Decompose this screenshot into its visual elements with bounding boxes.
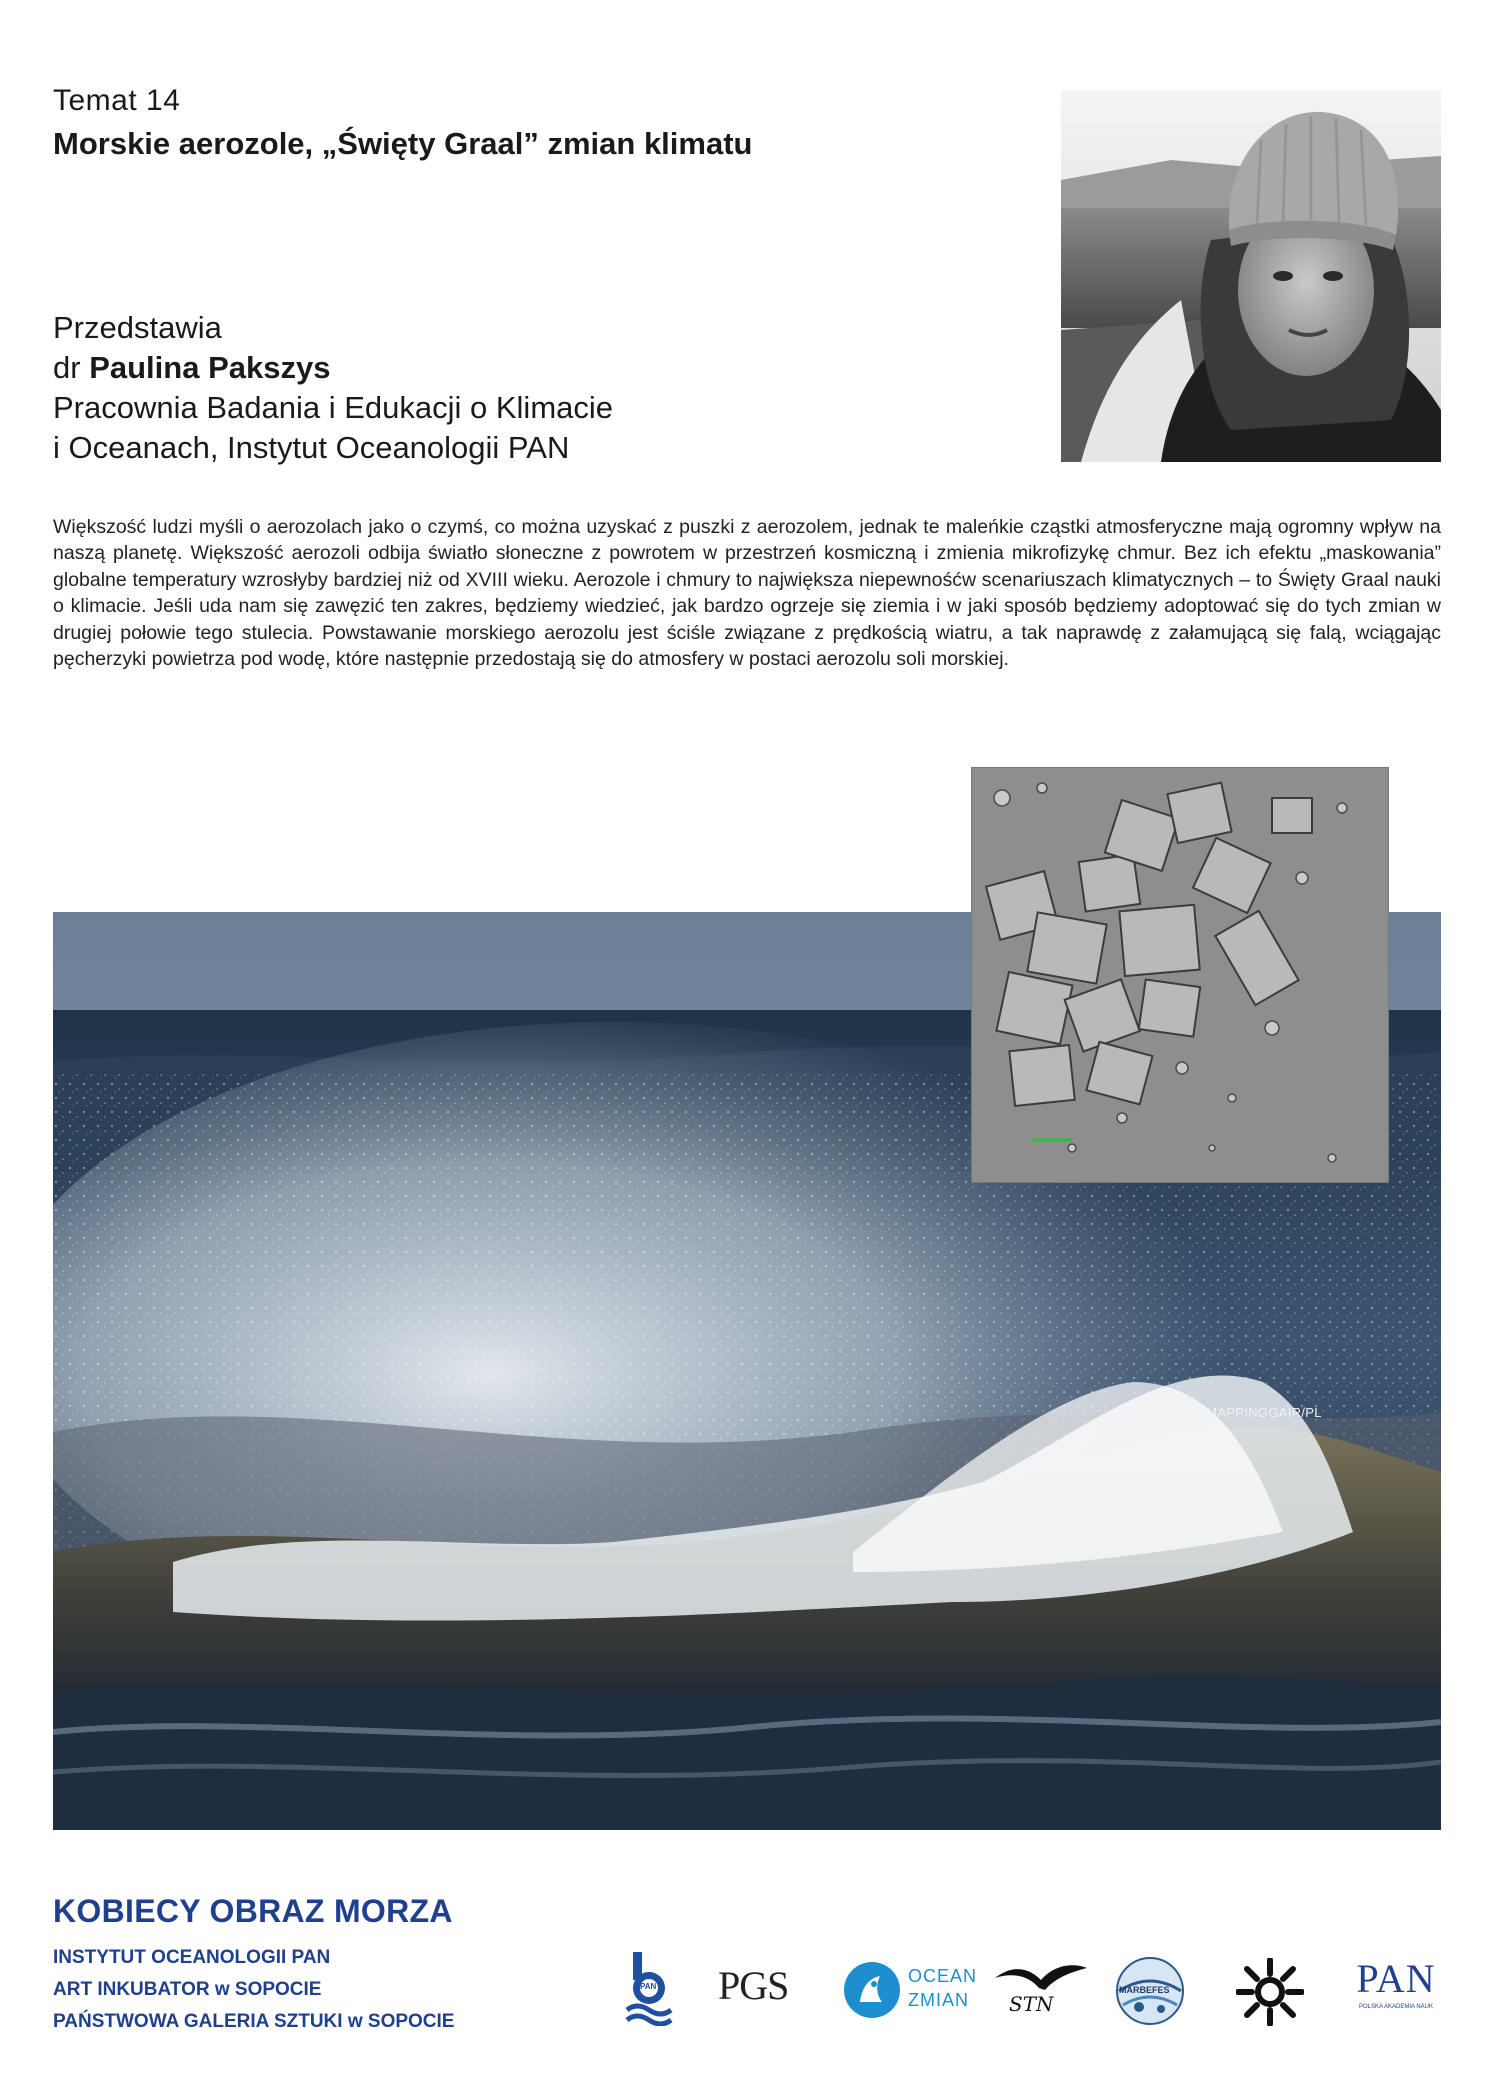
presenter-name: Paulina Pakszys: [89, 350, 331, 385]
pan-logo: [1350, 1955, 1442, 2025]
presenter-name-line: [53, 348, 613, 388]
sun-logo: [1236, 1958, 1304, 2026]
photo-credit: LIFE-MAPPINGGAIR/PL: [1173, 1405, 1322, 1420]
ocean-zmian-text-2: ZMIAN: [908, 1990, 969, 2010]
stn-logo-text: STN: [1009, 1992, 1054, 2016]
footer-institution: ART INKUBATOR w SOPOCIE: [53, 1979, 322, 2000]
pan-logo-text: PAN: [1356, 1956, 1436, 2001]
article-body: Większość ludzi myśli o aerozolach jako o czymś, co można uzyskać z puszki z aerozolem, jednak te maleńkie cząstki atmosferyczne mają ogromny wpływ na naszą planetę. Większość aerozoli odbija światło słoneczne z powrotem w przestrzeń kosmiczną i zmienia mikrofizykę chmur. Bez ich efektu „maskowania” globalne temperatury wzrosłyby bardziej niż od XVIII wieku. Aerozole i chmury to największa niepewnośćw scenariuszach klimatycznych – to Święty Graal nauki o klimacie. Jeśli uda nam się zawęzić ten zakres, będziemy wiedzieć, jak bardzo ogrzeje się ziemia i w jaki sposób będziemy adoptować się do tych zmian w drugiej połowie tego stulecia. Powstawanie morskiego aerozolu jest ściśle związane z prędkością wiatru, a tak naprawdę z załamującą się falą, wciągając pęcherzyki powietrza pod wodę, które następnie przedostają się do atmosfery w postaci aerozolu soli morskiej.: [53, 516, 1441, 671]
pgs-logo: PGS: [718, 1963, 789, 2008]
presenter-portrait: [1061, 90, 1441, 462]
presenter-title-prefix: dr: [53, 350, 81, 385]
presenter-block: [53, 308, 613, 468]
presenter-affiliation-1: Pracownia Badania i Edukacji o Klimacie: [53, 390, 614, 425]
ocean-zmian-icon: [842, 1960, 902, 2020]
footer-title: KOBIECY OBRAZ MORZA: [53, 1893, 453, 1929]
presenter-affiliation-2: i Oceanach, Instytut Oceanologii PAN: [53, 430, 570, 465]
footer-institution: PAŃSTWOWA GALERIA SZTUKI w SOPOCIE: [53, 2011, 455, 2032]
ocean-zmian-logo: [842, 1958, 978, 2022]
iopan-logo-text: PAN: [640, 1982, 657, 1991]
marbefes-logo: [1113, 1955, 1187, 2027]
presenter-intro: Przedstawia: [53, 310, 222, 345]
micrograph-image: [972, 768, 1388, 1182]
marbefes-text: MARBEFES: [1119, 1985, 1170, 1995]
pan-logo-subtext: POLSKA AKADEMIA NAUK: [1358, 2004, 1434, 2010]
sun-burst-icon: [1236, 1958, 1304, 2026]
topic-label: Temat 14: [53, 84, 181, 117]
portrait-image: [1061, 90, 1441, 462]
stn-logo: [993, 1958, 1089, 2024]
salt-crystal-micrograph: [972, 768, 1388, 1182]
iopan-logo: [625, 1952, 673, 2026]
footer-institution: INSTYTUT OCEANOLOGII PAN: [53, 1947, 331, 1968]
ocean-zmian-text-1: OCEAN: [908, 1966, 978, 1986]
topic-title: Morskie aerozole, „Święty Graal” zmian klimatu: [53, 126, 753, 161]
